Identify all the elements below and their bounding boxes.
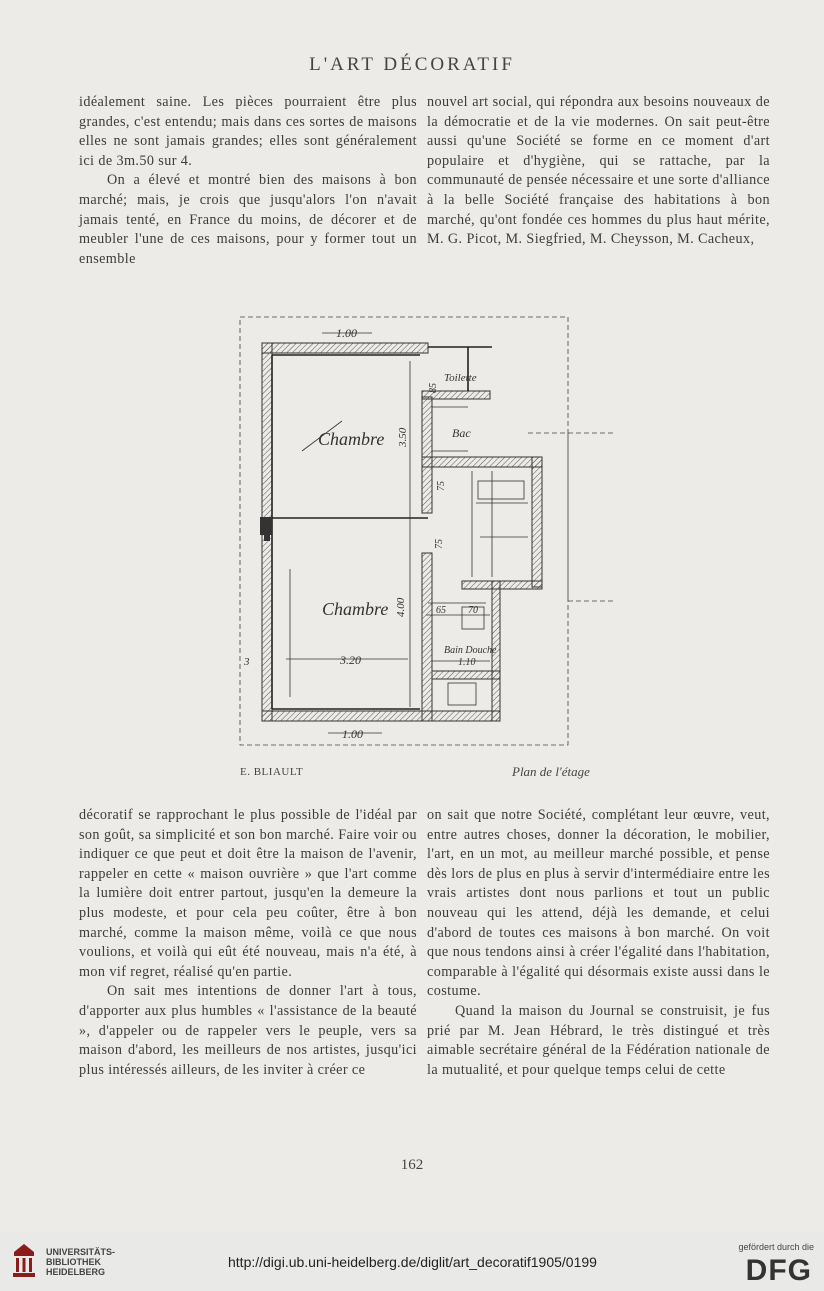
dimension-70: 70: [468, 605, 478, 616]
paragraph: décoratif se rapprochant le plus possible de l'idéal par son goût, sa simplicité et son bon marché. Faire voir ou indiquer ce que peut et doit être la maison de l'avenir, rappeler en cette « maison ouvrière » que l'art comme la lumière doit entrer partout, jusqu'en la demeure la plus modeste, et pour cela peu coûter, être à bon marché, comme la maison même, voilà ce que nous voulions, et voilà qui eût été nouveau, mais n'a été, à mon vif regret, réalisé qu'en partie.: [79, 807, 417, 980]
dimension-75b: 75: [434, 539, 445, 549]
institution-name: UNIVERSITÄTS- BIBLIOTHEK HEIDELBERG: [46, 1247, 116, 1277]
dfg-logo: DFG: [745, 1254, 812, 1287]
floor-plan-illustration: [232, 311, 622, 753]
paragraph: On a élevé et montré bien des maisons à bon marché; mais, je crois que jusqu'alors l'on n'avait jamais tenté, en France du moins, de décorer et de meubler l'une de ces maisons, pour y former tout un ensemble: [79, 172, 417, 267]
figure-caption: Plan de l'étage: [512, 764, 590, 779]
room-label-chambre-top: Chambre: [318, 429, 385, 449]
dimension-bottom: 1.00: [342, 727, 363, 741]
dimension-3: 3: [244, 656, 250, 668]
permalink-url[interactable]: http://digi.ub.uni-heidelberg.de/diglit/art_decoratif1905/0199: [228, 1254, 597, 1270]
column-bottom-left: [79, 806, 417, 1080]
paragraph: On sait mes intentions de donner l'art à tous, d'apporter aux plus humbles « l'assistance de la beauté », d'appeler ou de rappeler vers le peuple, vers sa maison d'abord, les meilleurs de nos artistes, jusqu'ici plus intéressés ailleurs, de les inviter à créer ce: [79, 983, 417, 1078]
sponsor-text: gefördert durch die: [738, 1242, 814, 1252]
column-top-right: [427, 93, 770, 250]
paragraph: nouvel art social, qui répondra aux besoins nouveaux de la démocratie et de la vie modernes. On sait peut-être aussi qu'une Société se forme en ce moment d'art populaire et d'hygiène, qui se rattache, par la communauté de pensée nécessaire et une sorte d'alliance à la belle Société française des habitations à bon marché, qu'ont fondée ces hommes du plus haut mérite, M. G. Picot, M. Siegfried, M. Cheysson, M. Cacheux,: [427, 94, 770, 248]
dimension-85: 85: [428, 383, 439, 393]
dimension-350: 3.50: [397, 427, 409, 447]
dimension-110: 1.10: [458, 657, 476, 668]
column-top-left: [79, 93, 417, 269]
column-bottom-right: [427, 806, 770, 1080]
dimension-width: 3.20: [340, 653, 361, 667]
room-label-bac: Bac: [452, 426, 471, 440]
room-label-bain-douche: Bain Douche: [444, 645, 497, 656]
university-seal-icon: [8, 1242, 40, 1280]
dimension-65: 65: [436, 605, 446, 616]
viewer-footer: [0, 1232, 824, 1291]
figure-credit: E. BLIAULT: [240, 766, 304, 778]
dimension-75a: 75: [436, 481, 447, 491]
dimension-400: 4.00: [395, 597, 407, 617]
room-label-toilette: Toilette: [444, 372, 477, 384]
dimension-top: 1.00: [336, 326, 357, 340]
paragraph: on sait que notre Société, complétant leur œuvre, veut, entre autres choses, donner la décoration, le mobilier, l'art, en un mot, au meilleur marché possible, et pense dès lors de plus en plus à servir d'intermédiaire entre les vrais artistes dont nous parlions et tout un public nouveau qui les attend, déjà les demande, et celui d'abord de toutes ces maisons à bon marché. On voit que nous tendons ainsi à créer l'égalité dans l'habitation, comparable à l'égalité qui désormais existe aussi dans le costume.: [427, 807, 770, 1000]
page-number: 162: [400, 1157, 424, 1173]
running-header: L'ART DÉCORATIF: [309, 54, 515, 75]
paragraph: Quand la maison du Journal se construisit, je fus prié par M. Jean Hébrard, le très distingué et très aimable secrétaire général de la Fédération nationale de la mutualité, et pour quelque temps celui de cette: [427, 1002, 770, 1078]
room-label-chambre-bottom: Chambre: [322, 599, 389, 619]
paragraph: idéalement saine. Les pièces pourraient être plus grandes, c'est entendu; mais dans ces sortes de maisons elles ne sont jamais grandes; elles sont généralement ici de 3m.50 sur 4.: [79, 94, 417, 169]
